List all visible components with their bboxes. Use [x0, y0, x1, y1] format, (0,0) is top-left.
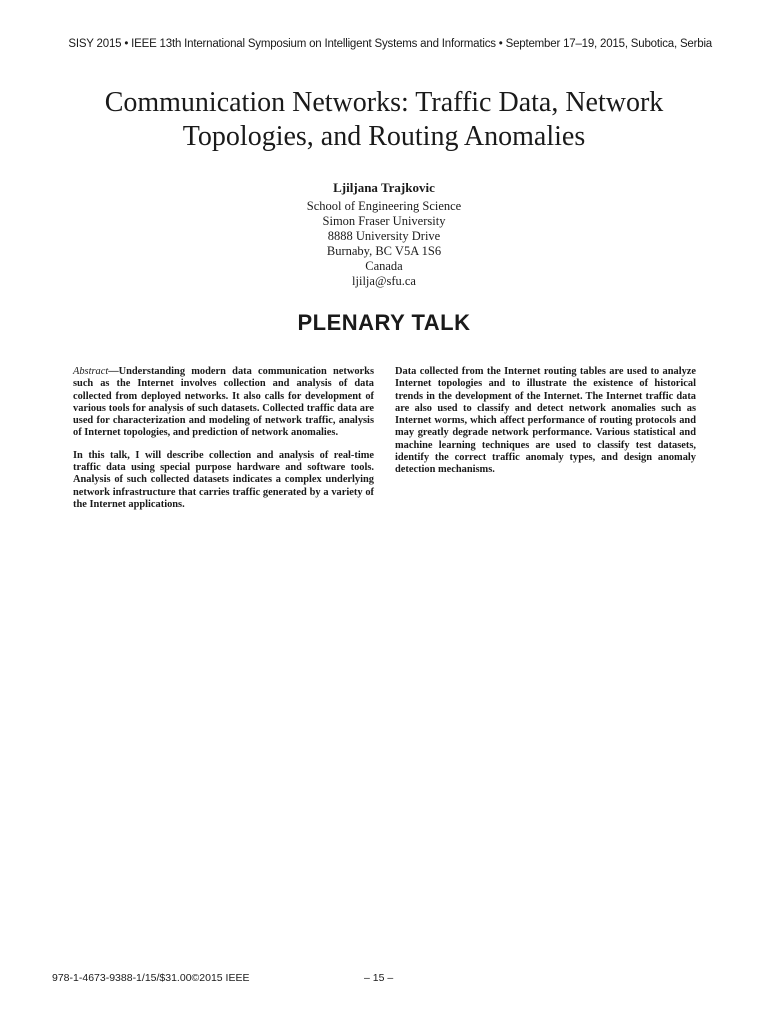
author-name: Ljiljana Trajkovic	[333, 180, 435, 195]
author-university: Simon Fraser University	[322, 214, 446, 228]
right-column	[395, 366, 696, 487]
paper-title-line-1: Communication Networks: Traffic Data, Network	[104, 87, 664, 118]
author-department: School of Engineering Science	[306, 199, 462, 213]
abstract-paragraph	[73, 366, 374, 440]
footer-copyright: 978-1-4673-9388-1/15/$31.00©2015 IEEE	[52, 972, 250, 984]
body-paragraph-3: Data collected from the Internet routing tables are used to analyze Internet topologies and to illustrate the existence of historical trends in the development of the Internet. The Internet traffic data are also used to classify and detect network anomalies such as Internet worms, which affect performance of routing protocols and may greatly degrade network performance. Various statistical and machine learning techniques are used to classify test datasets, identify the correct traffic anomaly types, and design anomaly detection mechanisms.	[395, 366, 696, 476]
abstract-label: Abstract	[73, 366, 109, 377]
author-email: ljilja@sfu.ca	[352, 274, 416, 288]
abstract-dash: —	[108, 366, 119, 377]
paper-title-line-2: Topologies, and Routing Anomalies	[182, 121, 586, 152]
author-street: 8888 University Drive	[327, 229, 441, 243]
paper-title	[40, 86, 728, 154]
author-block	[184, 180, 584, 289]
conference-header: SISY 2015 • IEEE 13th International Symposium on Intelligent Systems and Informatics • September 17–19, 2015, Subotica, Serbia	[68, 38, 712, 50]
section-title: PLENARY TALK	[297, 310, 471, 335]
author-country: Canada	[365, 259, 403, 273]
author-city: Burnaby, BC V5A 1S6	[326, 244, 442, 258]
left-column	[73, 366, 374, 521]
abstract-text: Understanding modern data communication networks such as the Internet involves collection and analysis of data collected from deployed networks. It also calls for development of various tools for analysis of such datasets. Collected traffic data are used for characterization and modeling of network traffic, analysis of Internet topologies, and prediction of network anomalies.	[73, 366, 374, 439]
body-paragraph-2: In this talk, I will describe collection and analysis of real-time traffic data using special purpose hardware and software tools. Analysis of such collected datasets indicates a complex underlying network infrastructure that carries traffic generated by a variety of the Internet applications.	[73, 449, 374, 510]
footer-page-number: – 15 –	[364, 972, 394, 984]
